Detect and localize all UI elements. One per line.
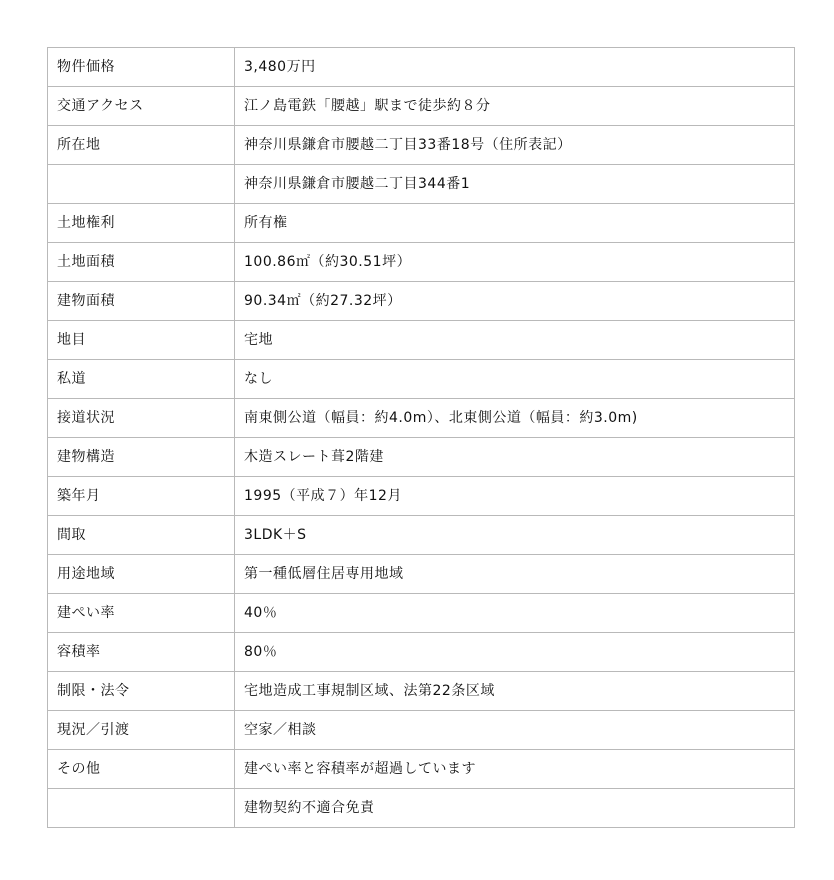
- table-row: [48, 165, 795, 204]
- row-value: 1995（平成７）年12月: [235, 477, 795, 516]
- table-row: [48, 555, 795, 594]
- row-label: 間取: [48, 516, 235, 555]
- table-row: [48, 87, 795, 126]
- row-label: 所在地: [48, 126, 235, 165]
- row-label: 地目: [48, 321, 235, 360]
- row-value: 建物契約不適合免責: [235, 789, 795, 828]
- table-row: [48, 48, 795, 87]
- row-label: 建物面積: [48, 282, 235, 321]
- row-label: その他: [48, 750, 235, 789]
- table-row: [48, 633, 795, 672]
- row-label: 私道: [48, 360, 235, 399]
- row-label: 用途地域: [48, 555, 235, 594]
- table-row: [48, 516, 795, 555]
- table-row: [48, 360, 795, 399]
- table-row: [48, 594, 795, 633]
- row-label: 交通アクセス: [48, 87, 235, 126]
- table-row: [48, 321, 795, 360]
- table-row: [48, 282, 795, 321]
- row-value: 3,480万円: [235, 48, 795, 87]
- row-label: 建物構造: [48, 438, 235, 477]
- table-row: [48, 438, 795, 477]
- row-value: 宅地造成工事規制区域、法第22条区域: [235, 672, 795, 711]
- row-value: 建ぺい率と容積率が超過しています: [235, 750, 795, 789]
- row-label: 接道状況: [48, 399, 235, 438]
- row-label: 築年月: [48, 477, 235, 516]
- table-row: [48, 126, 795, 165]
- row-value: 所有権: [235, 204, 795, 243]
- row-label: 建ぺい率: [48, 594, 235, 633]
- row-value: 神奈川県鎌倉市腰越二丁目344番1: [235, 165, 795, 204]
- table-row: [48, 789, 795, 828]
- table-row: [48, 243, 795, 282]
- row-label: [48, 789, 235, 828]
- row-value: 空家／相談: [235, 711, 795, 750]
- row-value: 80％: [235, 633, 795, 672]
- row-value: 第一種低層住居専用地域: [235, 555, 795, 594]
- row-value: 100.86㎡（約30.51坪）: [235, 243, 795, 282]
- property-spec-sheet: [47, 47, 785, 828]
- row-value: 木造スレート葺2階建: [235, 438, 795, 477]
- table-row: [48, 399, 795, 438]
- row-label: 物件価格: [48, 48, 235, 87]
- row-value: 神奈川県鎌倉市腰越二丁目33番18号（住所表記）: [235, 126, 795, 165]
- row-value: 3LDK＋S: [235, 516, 795, 555]
- table-row: [48, 672, 795, 711]
- row-label: [48, 165, 235, 204]
- row-value: なし: [235, 360, 795, 399]
- table-row: [48, 750, 795, 789]
- row-value: 90.34㎡（約27.32坪）: [235, 282, 795, 321]
- table-row: [48, 204, 795, 243]
- row-label: 現況／引渡: [48, 711, 235, 750]
- row-value: 江ノ島電鉄「腰越」駅まで徒歩約８分: [235, 87, 795, 126]
- property-spec-table: [47, 47, 795, 828]
- row-value: 宅地: [235, 321, 795, 360]
- table-row: [48, 711, 795, 750]
- table-row: [48, 477, 795, 516]
- row-label: 制限・法令: [48, 672, 235, 711]
- row-value: 40％: [235, 594, 795, 633]
- row-value: 南東側公道（幅員：約4.0m）、北東側公道（幅員：約3.0m): [235, 399, 795, 438]
- row-label: 土地面積: [48, 243, 235, 282]
- row-label: 土地権利: [48, 204, 235, 243]
- row-label: 容積率: [48, 633, 235, 672]
